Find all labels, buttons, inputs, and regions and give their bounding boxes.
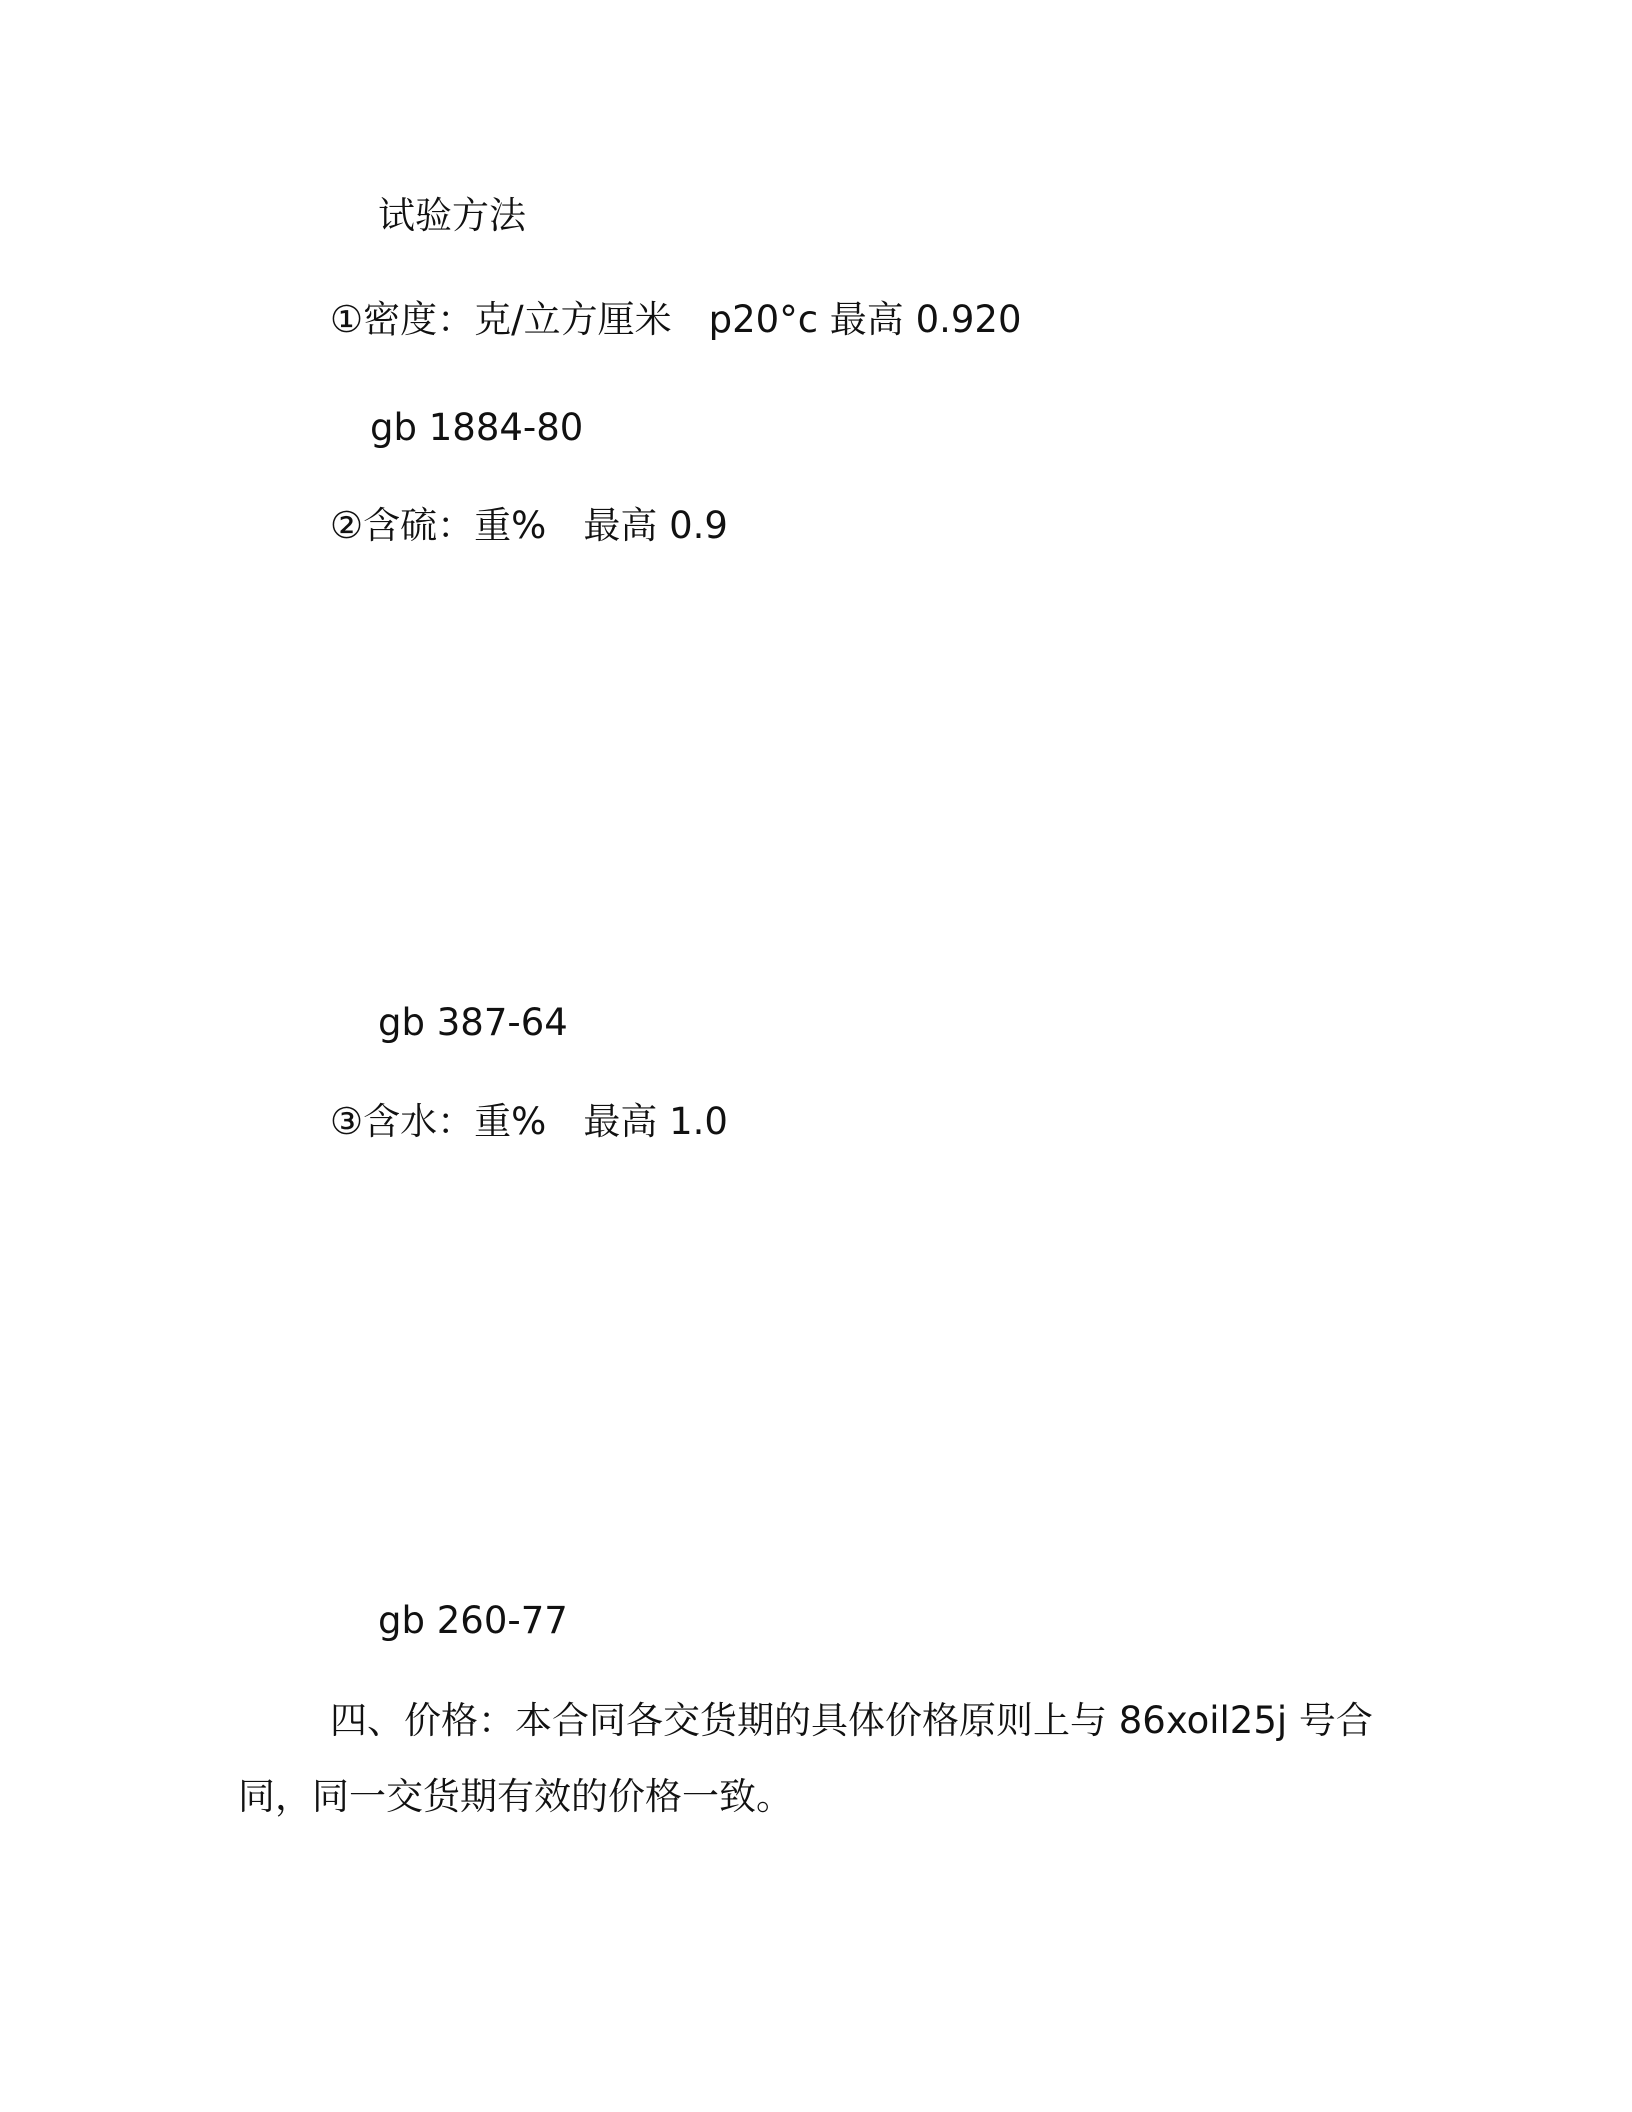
price-clause-line-1: 四、价格：本合同各交货期的具体价格原则上与 86xoil25j 号合: [330, 1699, 1373, 1742]
spec-item-density: ①密度：克/立方厘米 p20°c 最高 0.920: [330, 298, 1022, 341]
test-method-density: gb 1884-80: [370, 406, 584, 449]
test-method-water: gb 260-77: [378, 1599, 568, 1642]
section-heading: 试验方法: [378, 194, 526, 237]
spec-item-sulfur: ②含硫：重% 最高 0.9: [330, 504, 728, 547]
price-clause-line-2: 同，同一交货期有效的价格一致。: [238, 1775, 793, 1818]
test-method-sulfur: gb 387-64: [378, 1001, 568, 1044]
spec-item-water: ③含水：重% 最高 1.0: [330, 1100, 728, 1143]
